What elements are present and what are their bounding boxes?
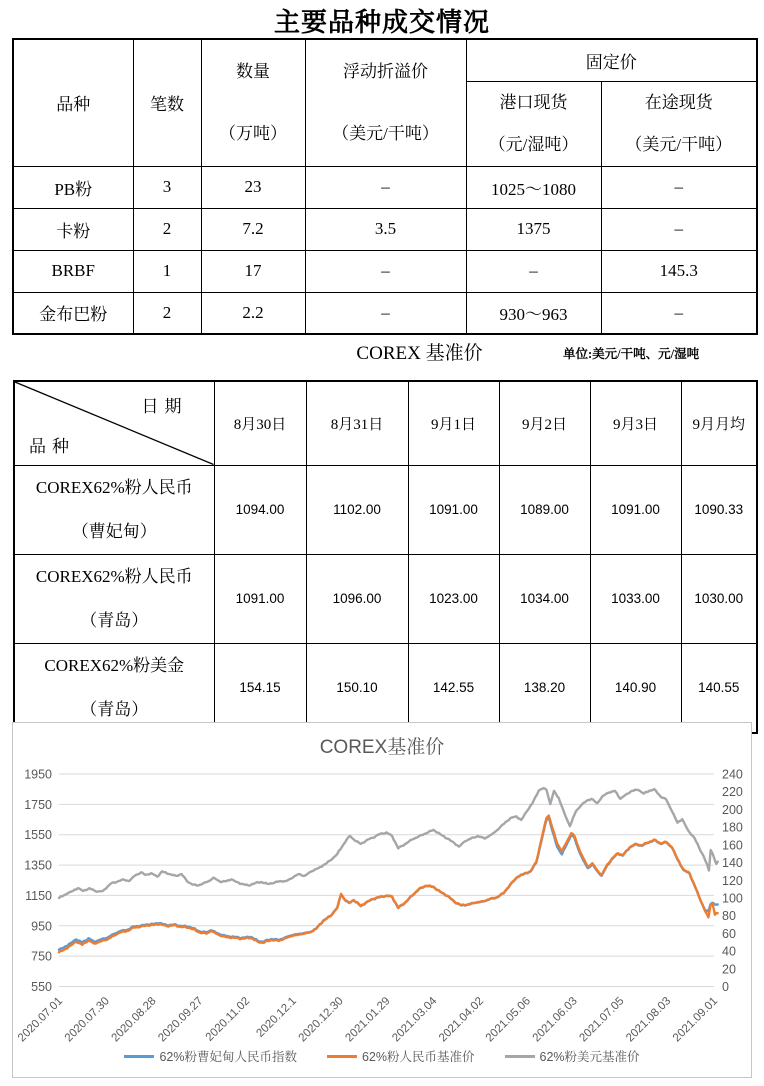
date-column-header: 9月月均 bbox=[681, 381, 757, 465]
cell-variety: BRBF bbox=[13, 250, 133, 292]
svg-text:2021.09.01: 2021.09.01 bbox=[670, 995, 721, 1045]
table-cell: 3 bbox=[133, 166, 201, 208]
orange-line-swatch bbox=[327, 1055, 357, 1058]
deals-table bbox=[12, 38, 758, 335]
table-cell: – bbox=[305, 166, 466, 208]
table-cell: 1102.00 bbox=[306, 465, 408, 554]
svg-text:180: 180 bbox=[722, 820, 743, 835]
table-cell: 145.3 bbox=[601, 250, 757, 292]
svg-text:2020.07.30: 2020.07.30 bbox=[62, 995, 112, 1045]
svg-text:2021.07.05: 2021.07.05 bbox=[577, 995, 627, 1045]
unit-note: 单位:美元/干吨、元/湿吨 bbox=[563, 347, 700, 361]
table-cell: 1033.00 bbox=[590, 554, 681, 643]
corex-price-table bbox=[13, 380, 758, 734]
table-cell: – bbox=[601, 208, 757, 250]
legend-item bbox=[327, 1047, 475, 1065]
date-column-header: 9月3日 bbox=[590, 381, 681, 465]
table-row bbox=[14, 465, 757, 554]
corex-section-title: COREX 基准价 bbox=[356, 343, 483, 364]
table-cell: 1375 bbox=[466, 208, 601, 250]
svg-text:2020.11.02: 2020.11.02 bbox=[203, 995, 253, 1044]
diagonal-header-cell bbox=[14, 381, 214, 465]
legend-label: 62%粉人民币基准价 bbox=[361, 1050, 475, 1064]
svg-text:1150: 1150 bbox=[25, 888, 52, 903]
table-cell: 2.2 bbox=[201, 292, 305, 334]
cell-variety: 金布巴粉 bbox=[13, 292, 133, 334]
page-title: 主要品种成交情况 bbox=[273, 8, 490, 37]
table-cell: 1025～1080 bbox=[466, 166, 601, 208]
svg-text:20: 20 bbox=[722, 962, 736, 977]
col-header-deals: 笔数 bbox=[133, 39, 201, 166]
svg-text:1550: 1550 bbox=[24, 828, 52, 843]
table-cell: 150.10 bbox=[306, 643, 408, 733]
table-cell: 1094.00 bbox=[214, 465, 306, 554]
table-row bbox=[13, 292, 757, 334]
svg-text:2020.09.27: 2020.09.27 bbox=[156, 995, 206, 1045]
svg-text:140: 140 bbox=[722, 856, 743, 871]
row-label: COREX62%粉人民币 （青岛） bbox=[14, 554, 214, 643]
row-label: COREX62%粉人民币 （曹妃甸） bbox=[14, 465, 214, 554]
svg-text:2020.12.1: 2020.12.1 bbox=[254, 995, 300, 1040]
diagonal-label-date: 日期 bbox=[141, 397, 188, 416]
cell-variety: 卡粉 bbox=[13, 208, 133, 250]
col-header-variety: 品种 bbox=[13, 39, 133, 166]
table-cell: 1091.00 bbox=[214, 554, 306, 643]
date-column-header: 9月1日 bbox=[408, 381, 499, 465]
col-header-quantity: 数量 （万吨） bbox=[201, 39, 305, 166]
table-cell: 142.55 bbox=[408, 643, 499, 733]
svg-text:1750: 1750 bbox=[24, 797, 52, 812]
legend-label: 62%粉美元基准价 bbox=[539, 1050, 640, 1064]
svg-text:2021.08.03: 2021.08.03 bbox=[624, 995, 674, 1045]
table-cell: 2 bbox=[133, 292, 201, 334]
svg-text:40: 40 bbox=[722, 944, 736, 959]
line-chart-plot bbox=[13, 723, 753, 1079]
legend-item bbox=[124, 1047, 297, 1065]
svg-text:120: 120 bbox=[722, 873, 743, 888]
svg-text:220: 220 bbox=[722, 785, 743, 800]
table-cell: 1 bbox=[133, 250, 201, 292]
table-cell: 1034.00 bbox=[499, 554, 590, 643]
svg-text:1350: 1350 bbox=[24, 858, 52, 873]
svg-text:60: 60 bbox=[722, 926, 736, 941]
table-cell: 140.90 bbox=[590, 643, 681, 733]
table-cell: 930～963 bbox=[466, 292, 601, 334]
legend-label: 62%粉曹妃甸人民币指数 bbox=[159, 1050, 297, 1064]
col-header-fixed-price: 固定价 bbox=[466, 39, 757, 81]
svg-text:80: 80 bbox=[722, 909, 736, 924]
chart-title: COREX基准价 bbox=[319, 737, 445, 758]
table-cell: 1030.00 bbox=[681, 554, 757, 643]
table-cell: – bbox=[466, 250, 601, 292]
col-header-float-premium: 浮动折溢价 （美元/干吨） bbox=[305, 39, 466, 166]
svg-text:2020.08.28: 2020.08.28 bbox=[109, 995, 159, 1045]
svg-text:2021.01.29: 2021.01.29 bbox=[343, 995, 393, 1045]
table-cell: 1023.00 bbox=[408, 554, 499, 643]
table-cell: 17 bbox=[201, 250, 305, 292]
svg-text:950: 950 bbox=[31, 919, 52, 934]
table-cell: – bbox=[601, 166, 757, 208]
table-cell: 3.5 bbox=[305, 208, 466, 250]
table-row bbox=[13, 250, 757, 292]
col-header-port-spot: 港口现货 （元/湿吨） bbox=[466, 81, 601, 166]
table-cell: – bbox=[305, 250, 466, 292]
cell-variety: PB粉 bbox=[13, 166, 133, 208]
svg-text:2021.05.06: 2021.05.06 bbox=[483, 995, 533, 1045]
table-cell: 1090.33 bbox=[681, 465, 757, 554]
legend-item bbox=[505, 1047, 640, 1065]
table-cell: 7.2 bbox=[201, 208, 305, 250]
svg-text:2021.04.02: 2021.04.02 bbox=[437, 995, 487, 1045]
svg-text:2021.06.03: 2021.06.03 bbox=[530, 995, 580, 1045]
gray-line-swatch bbox=[505, 1055, 535, 1058]
table-row bbox=[14, 554, 757, 643]
svg-text:0: 0 bbox=[722, 980, 729, 994]
col-header-transit-spot: 在途现货 （美元/干吨） bbox=[601, 81, 757, 166]
table-cell: 140.55 bbox=[681, 643, 757, 733]
svg-text:240: 240 bbox=[722, 767, 743, 782]
table-cell: – bbox=[305, 292, 466, 334]
table-cell: – bbox=[601, 292, 757, 334]
blue-line-swatch bbox=[124, 1055, 154, 1058]
table-row bbox=[13, 208, 757, 250]
row-label: COREX62%粉美金 （青岛） bbox=[14, 643, 214, 733]
svg-text:2021.03.04: 2021.03.04 bbox=[390, 995, 440, 1045]
table-cell: 154.15 bbox=[214, 643, 306, 733]
chart-legend bbox=[13, 1047, 751, 1065]
diagonal-label-variety: 品种 bbox=[29, 436, 75, 456]
svg-text:1950: 1950 bbox=[24, 767, 52, 782]
table-cell: 138.20 bbox=[499, 643, 590, 733]
svg-text:200: 200 bbox=[722, 802, 743, 817]
table-row bbox=[13, 166, 757, 208]
svg-text:160: 160 bbox=[722, 838, 743, 853]
table-row bbox=[14, 643, 757, 733]
svg-text:100: 100 bbox=[722, 891, 743, 906]
corex-trend-chart bbox=[12, 722, 752, 1078]
svg-text:750: 750 bbox=[31, 949, 52, 964]
date-column-header: 8月30日 bbox=[214, 381, 306, 465]
table-cell: 1089.00 bbox=[499, 465, 590, 554]
svg-text:2020.07.01: 2020.07.01 bbox=[15, 995, 66, 1045]
table-cell: 1091.00 bbox=[408, 465, 499, 554]
table-cell: 1091.00 bbox=[590, 465, 681, 554]
svg-text:2020.12.30: 2020.12.30 bbox=[296, 995, 346, 1045]
table-cell: 23 bbox=[201, 166, 305, 208]
date-column-header: 8月31日 bbox=[306, 381, 408, 465]
svg-text:550: 550 bbox=[31, 980, 52, 994]
date-column-header: 9月2日 bbox=[499, 381, 590, 465]
table-cell: 1096.00 bbox=[306, 554, 408, 643]
table-cell: 2 bbox=[133, 208, 201, 250]
